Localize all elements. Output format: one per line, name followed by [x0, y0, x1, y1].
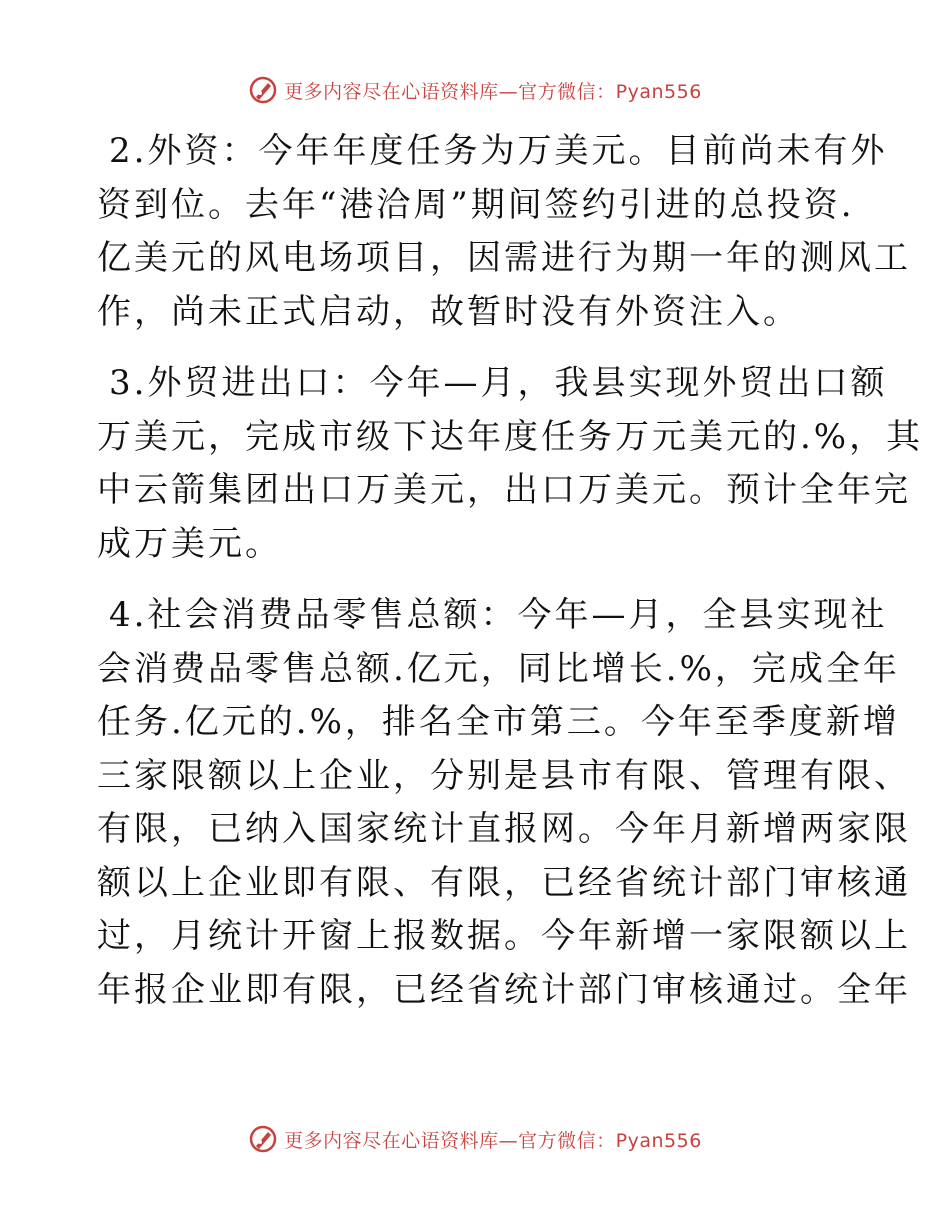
- text-line: 中云箭集团出口万美元，出口万美元。预计全年完: [97, 470, 911, 510]
- text-line: 3.外贸进出口：今年—月，我县实现外贸出口额: [109, 363, 888, 403]
- text-line: 万美元，完成市级下达年度任务万元美元的.%，其: [97, 416, 924, 457]
- text-line: 亿美元的风电场项目，因需进行为期一年的测风工: [97, 238, 911, 278]
- text-line: 三家限额以上企业，分别是县市有限、管理有限、: [97, 755, 911, 796]
- text-line: 4.社会消费品零售总额：今年—月，全县实现社: [109, 595, 888, 635]
- header-watermark-text: 更多内容尽在心语资料库—官方微信：Pyan556: [284, 80, 702, 103]
- header-watermark: [0, 72, 950, 108]
- pen-logo-icon: [248, 1124, 278, 1154]
- paragraph-retail-sales: [97, 589, 911, 1017]
- text-line: 有限，已纳入国家统计直报网。今年月新增两家限: [97, 809, 911, 849]
- paragraph-foreign-trade: [97, 357, 924, 571]
- paragraph-foreign-investment: [97, 125, 911, 339]
- text-line: 过，月统计开窗上报数据。今年新增一家限额以上: [97, 916, 911, 956]
- text-line: 额以上企业即有限、有限，已经省统计部门审核通: [97, 862, 911, 903]
- pen-logo-icon: [248, 75, 278, 105]
- footer-watermark: [0, 1121, 950, 1157]
- text-line: 作，尚未正式启动，故暂时没有外资注入。: [97, 291, 800, 332]
- text-line: 任务.亿元的.%，排名全市第三。今年至季度新增: [97, 702, 900, 742]
- text-line: 2.外资：今年年度任务为万美元。目前尚未有外: [109, 131, 888, 171]
- text-line: 会消费品零售总额.亿元，同比增长.%，完成全年: [97, 648, 900, 689]
- text-line: 资到位。去年“港洽周”期间签约引进的总投资.: [97, 184, 855, 225]
- text-line: 成万美元。: [97, 523, 282, 564]
- text-line: 年报企业即有限，已经省统计部门审核通过。全年: [97, 969, 911, 1010]
- document-body: [97, 125, 924, 1035]
- footer-watermark-text: 更多内容尽在心语资料库—官方微信：Pyan556: [284, 1129, 702, 1152]
